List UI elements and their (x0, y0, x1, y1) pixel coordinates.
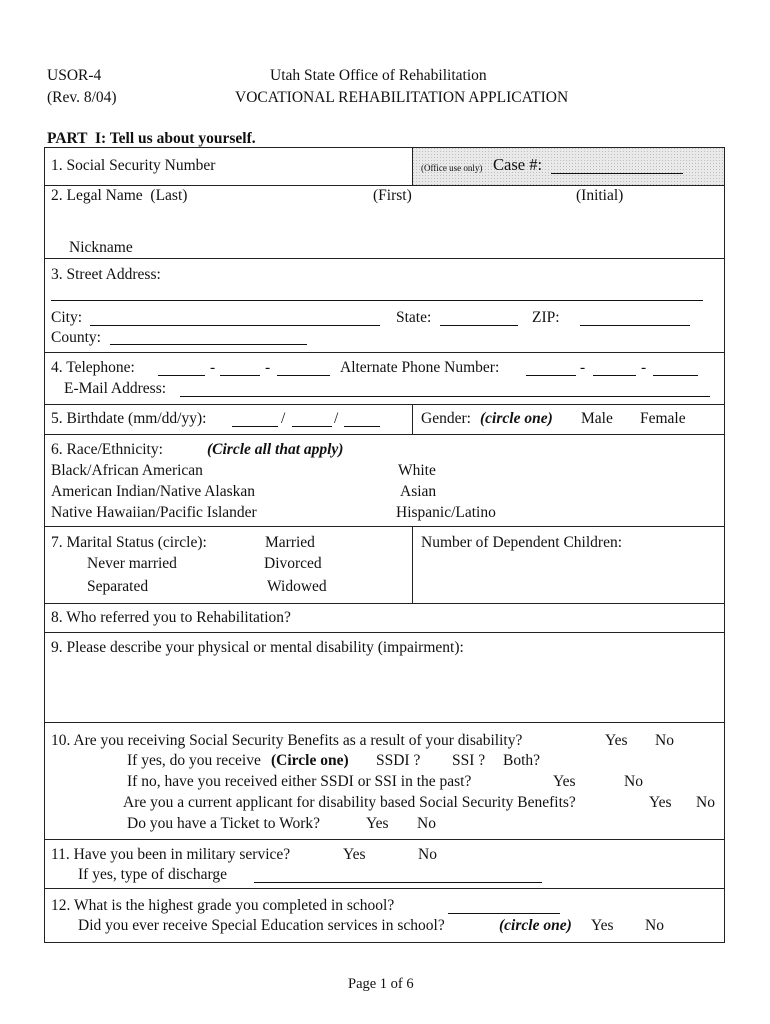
part1-heading: PART I: Tell us about yourself. (47, 130, 256, 147)
ticket-to-work-question: Do you have a Ticket to Work? (127, 815, 321, 832)
county-field[interactable] (110, 344, 307, 345)
military-yes[interactable]: Yes (343, 846, 366, 863)
alt-phone-line-field[interactable] (653, 375, 698, 376)
initial-label: (Initial) (576, 187, 624, 204)
birthdate-slash-2: / (334, 410, 339, 427)
first-name-label: (First) (373, 187, 412, 204)
county-label: County: (51, 329, 101, 346)
special-ed-instruction: (circle one) (499, 917, 572, 934)
dependent-children-label: Number of Dependent Children: (421, 534, 623, 551)
email-label: E-Mail Address: (64, 380, 167, 397)
marital-option-widowed[interactable]: Widowed (267, 578, 327, 595)
disability-label: 9. Please describe your physical or mental disability (impairment): (51, 639, 464, 656)
street-address-field[interactable] (51, 300, 703, 301)
telephone-dash-2: - (265, 359, 271, 376)
email-field[interactable] (180, 396, 710, 397)
page-number: Page 1 of 6 (348, 976, 414, 992)
race-label: 6. Race/Ethnicity: (51, 441, 163, 458)
form-id: USOR-4 (47, 67, 102, 84)
city-field[interactable] (90, 325, 380, 326)
gender-option-female[interactable]: Female (640, 410, 686, 427)
case-number-field[interactable] (551, 173, 683, 174)
ss-type-question: If yes, do you receive (127, 752, 261, 769)
race-option[interactable]: Native Hawaiian/Pacific Islander (51, 504, 257, 521)
table-left-border (44, 147, 45, 942)
race-option[interactable]: White (398, 462, 436, 479)
ss-applicant-question: Are you a current applicant for disability based Social Security Benefits? (123, 794, 576, 811)
special-ed-no[interactable]: No (645, 917, 664, 934)
special-ed-question: Did you ever receive Special Education services in school? (78, 917, 445, 934)
zip-field[interactable] (580, 325, 690, 326)
grade-question: 12. What is the highest grade you completed in school? (51, 897, 395, 914)
case-number-label: Case #: (493, 155, 543, 174)
military-no[interactable]: No (418, 846, 437, 863)
agency-name: Utah State Office of Rehabilitation (270, 67, 487, 84)
zip-label: ZIP: (532, 309, 560, 326)
birthdate-year-field[interactable] (344, 426, 380, 427)
form-revision: (Rev. 8/04) (47, 89, 117, 106)
alt-phone-area-field[interactable] (526, 375, 576, 376)
race-option[interactable]: American Indian/Native Alaskan (51, 483, 256, 500)
marital-option-separated[interactable]: Separated (87, 578, 149, 595)
birthdate-slash-1: / (281, 410, 286, 427)
state-label: State: (396, 309, 432, 326)
marital-option-divorced[interactable]: Divorced (264, 555, 322, 572)
legal-name-label: 2. Legal Name (Last) (51, 187, 188, 204)
ss-type-ssi[interactable]: SSI ? (452, 752, 486, 769)
telephone-prefix-field[interactable] (220, 375, 260, 376)
ss-benefits-no[interactable]: No (655, 732, 674, 749)
street-address-label: 3. Street Address: (51, 266, 161, 283)
ss-benefits-question: 10. Are you receiving Social Security Benefits as a result of your disability? (51, 732, 523, 749)
alternate-phone-label: Alternate Phone Number: (340, 359, 500, 376)
telephone-area-field[interactable] (158, 375, 205, 376)
gender-option-male[interactable]: Male (581, 410, 613, 427)
military-question: 11. Have you been in military service? (51, 846, 291, 863)
table-right-border (724, 147, 725, 942)
form-title: VOCATIONAL REHABILITATION APPLICATION (235, 89, 569, 106)
marital-option-never-married[interactable]: Never married (87, 555, 177, 572)
marital-status-label: 7. Marital Status (circle): (51, 534, 207, 551)
alt-phone-dash-2: - (641, 359, 647, 376)
discharge-field[interactable] (254, 882, 542, 883)
alt-phone-dash-1: - (580, 359, 586, 376)
ss-benefits-yes[interactable]: Yes (605, 732, 628, 749)
city-label: City: (51, 309, 83, 326)
race-option[interactable]: Hispanic/Latino (396, 504, 496, 521)
telephone-line-field[interactable] (277, 375, 330, 376)
birthdate-month-field[interactable] (232, 426, 278, 427)
grade-field[interactable] (448, 913, 560, 914)
race-option[interactable]: Black/African American (51, 462, 203, 479)
gender-instruction: (circle one) (480, 410, 553, 427)
gender-label: Gender: (421, 410, 471, 427)
ss-applicant-yes[interactable]: Yes (649, 794, 672, 811)
ss-type-both[interactable]: Both? (503, 752, 541, 769)
ss-type-instruction: (Circle one) (271, 752, 349, 769)
alt-phone-prefix-field[interactable] (593, 375, 636, 376)
state-field[interactable] (440, 325, 518, 326)
ss-type-ssdi[interactable]: SSDI ? (376, 752, 421, 769)
ss-past-question: If no, have you received either SSDI or SSI in the past? (127, 773, 472, 790)
birthdate-day-field[interactable] (292, 426, 332, 427)
birthdate-label: 5. Birthdate (mm/dd/yy): (51, 410, 207, 427)
ticket-to-work-no[interactable]: No (417, 815, 436, 832)
ticket-to-work-yes[interactable]: Yes (366, 815, 389, 832)
referral-label: 8. Who referred you to Rehabilitation? (51, 609, 291, 626)
marital-option-married[interactable]: Married (265, 534, 315, 551)
ss-past-yes[interactable]: Yes (553, 773, 576, 790)
nickname-label: Nickname (69, 239, 133, 256)
ss-applicant-no[interactable]: No (696, 794, 715, 811)
telephone-label: 4. Telephone: (51, 359, 135, 376)
race-instruction: (Circle all that apply) (207, 441, 344, 458)
office-use-label: (Office use only) (421, 163, 483, 173)
ssn-label: 1. Social Security Number (51, 157, 216, 174)
discharge-label: If yes, type of discharge (78, 866, 228, 883)
special-ed-yes[interactable]: Yes (591, 917, 614, 934)
ss-past-no[interactable]: No (624, 773, 643, 790)
race-option[interactable]: Asian (400, 483, 437, 500)
telephone-dash-1: - (210, 359, 216, 376)
